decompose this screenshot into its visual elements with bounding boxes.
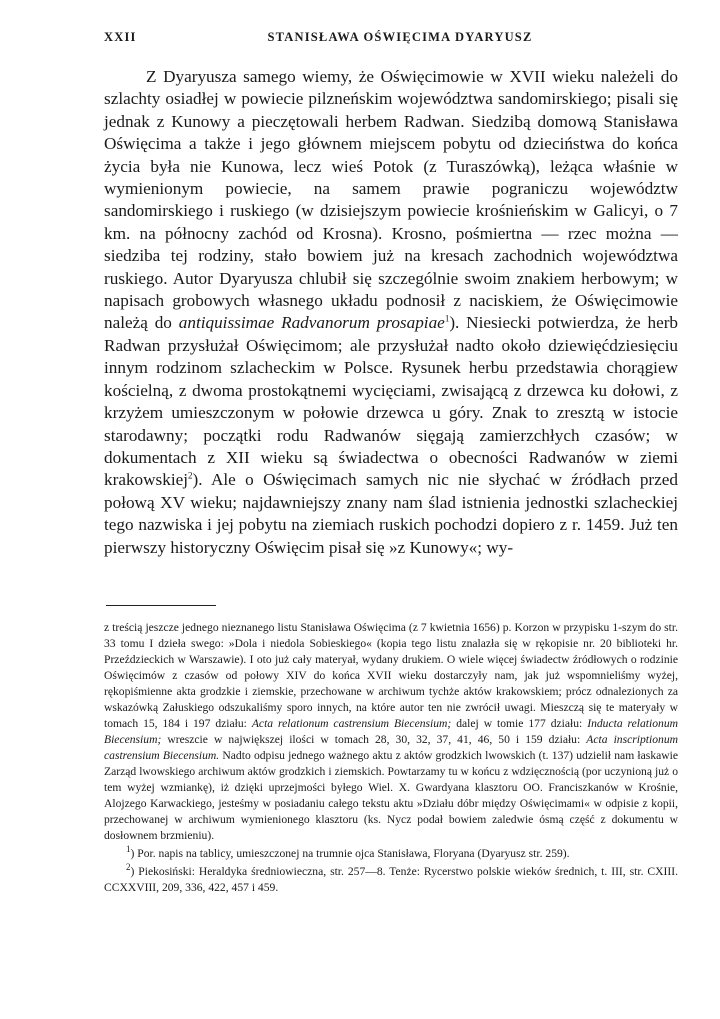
body-paragraph	[104, 66, 678, 559]
footnote-ref-2: 2	[188, 470, 193, 481]
footnote-ref-1: 1	[444, 313, 450, 324]
footnote-divider	[106, 605, 216, 606]
footnote-text: z treścią jeszcze jednego nieznanego listu Stanisława Oświęcima (z 7 kwietnia 1656) p. Korzon w przypisku 1-szym do str. 33 tomu I dzieła swego: »Dola i niedola Sobieskiego« (kopia tego listu znalazła się w rękopisie nr. 20 biblioteki hr. Przeździeckich w Warszawie). I oto już cały materyał, wydany drukiem. O wiele więcej świadectw źródłowych o rodzinie Oświęcimów z czasów od połowy XIV do końca XVII wieku dostarczyły nam, jak już wspomnieliśmy wyżej, rękopiśmienne akta grodzkie i ziemskie, przechowane w archiwum tychże aktów krakowskiem; prócz odnalezionych za wskazówką Załuskiego odszukaliśmy sporo innych, na które autor ten nie zwrócił uwagi. Mieszczą się te materyały w tomach 15, 184 i 197 działu:	[104, 621, 678, 730]
footnote-italic: Acta relationum castrensium Biecensium;	[251, 717, 452, 730]
running-title: STANISŁAWA OŚWIĘCIMA DYARYUSZ	[267, 30, 533, 44]
footnote-italic: Inducta relationum Biecensium;	[104, 717, 679, 746]
footnote-1	[104, 846, 678, 862]
body-text-2: ). Niesiecki potwierdza, że herb Radwan przysłużał Oświęcimom; ale przysłużał nadto około dziewięćdziesięciu innym rodzinom szlacheckim w Polsce. Rysunek herbu przedstawia chorągiew kościelną, z dwoma prostokątnemi wycięciami, zwisającą z drzewca ku dołowi, z krzyżem umieszczonym w połowie drzewca u góry. Znak to zresztą w istocie starodawny; początki rodu Radwanów sięgają zamierzchłych czasów; w dokumentach z XII wieku są świadectwa o obecności Radwanów w ziemi krakowskiej	[104, 313, 679, 490]
body-text-1: Z Dyaryusza samego wiemy, że Oświęcimowie w XVII wieku należeli do szlachty osiadłej w powiecie pilzneńskim województwa sandomirskiego; pisali się jednak z Kunowy a pieczętowali herbem Radwan. Siedzibą domową Stanisława Oświęcima a także i jego głównem miejscem pobytu od dzieciństwa do końca życia była nie Kunowa, lecz wieś Potok (z Turaszówką), leżąca właśnie w wymienionym powiecie, na samem prawie pograniczu województw sandomirskiego i ruskiego (w dzisiejszym powiecie krośnieńskim w Galicyi, o 7 km. na północny zachód od Krosna). Krosno, pośmiertna — rzec można — siedziba tej rodziny, stało bowiem już na kresach zachodnich województwa ruskiego. Autor Dyaryusza chlubił się szczególnie swoim znakiem herbowym; w napisach grobowych własnego układu podnosił z naciskiem, że Oświęcimowie należą do	[104, 67, 678, 333]
latin-phrase: antiquissimae Radvanorum prosapiae	[178, 313, 445, 333]
footnote-1-mark: 1	[126, 844, 131, 855]
footnote-2	[104, 864, 678, 896]
page-number: XXII	[104, 30, 137, 44]
footnote-continuation	[104, 620, 678, 844]
footnote-italic: Acta inscriptionum castrensium Biecensium.	[104, 733, 678, 762]
footnote-2-text: ) Piekosiński: Heraldyka średniowieczna, str. 257—8. Tenże: Rycerstwo polskie wieków średnich, t. III, str. CXIII. CCXXVIII, 209, 336, 422, 457 i 459.	[104, 865, 678, 894]
footnote-text: wreszcie w największej ilości w tomach 28, 30, 32, 37, 41, 46, 50 i 159 działu:	[167, 733, 581, 746]
footnote-1-text: ) Por. napis na tablicy, umieszczonej na trumnie ojca Stanisława, Floryana (Dyaryusz str. 259).	[130, 847, 570, 860]
footnote-text: Nadto odpisu jednego ważnego aktu z aktów grodzkich lwowskich (t. 137) udzielił nam łaskawie Zarząd lwowskiego archiwum aktów grodzkich i ziemskich. Powtarzamy tu w końcu z wdzięcznością (por uczynioną już o tem wyżej wzmiankę), iż dzięki uprzejmości byłego Wiel. X. Gwardyana klasztoru OO. Franciszkanów w Krośnie, Alojzego Karwackiego, jesteśmy w posiadaniu całego tekstu aktu »Działu dóbr między Oświęcimami« w odpisie z kopii, przechowanej w archiwum wymienionego klasztoru (ks. Nycz podał bowiem zaledwie ósmą część z dokumentu w dosłownem brzmieniu).	[104, 749, 678, 842]
footnote-2-mark: 2	[126, 862, 131, 873]
page-header	[104, 30, 696, 48]
footnote-text: dalej w tomie 177 działu:	[456, 717, 583, 730]
main-text	[104, 66, 678, 559]
body-text-3: ). Ale o Oświęcimach samych nic nie słychać w źródłach przed połową XV wieku; najdawniejszy znany nam ślad istnienia jednostki szlacheckiej tego nazwiska i jej pobytu na ziemiach ruskich pochodzi dopiero z r. 1459. Już ten pierwszy historyczny Oświęcim pisał się »z Kunowy«; wy-	[104, 470, 678, 557]
footnotes	[104, 620, 678, 898]
